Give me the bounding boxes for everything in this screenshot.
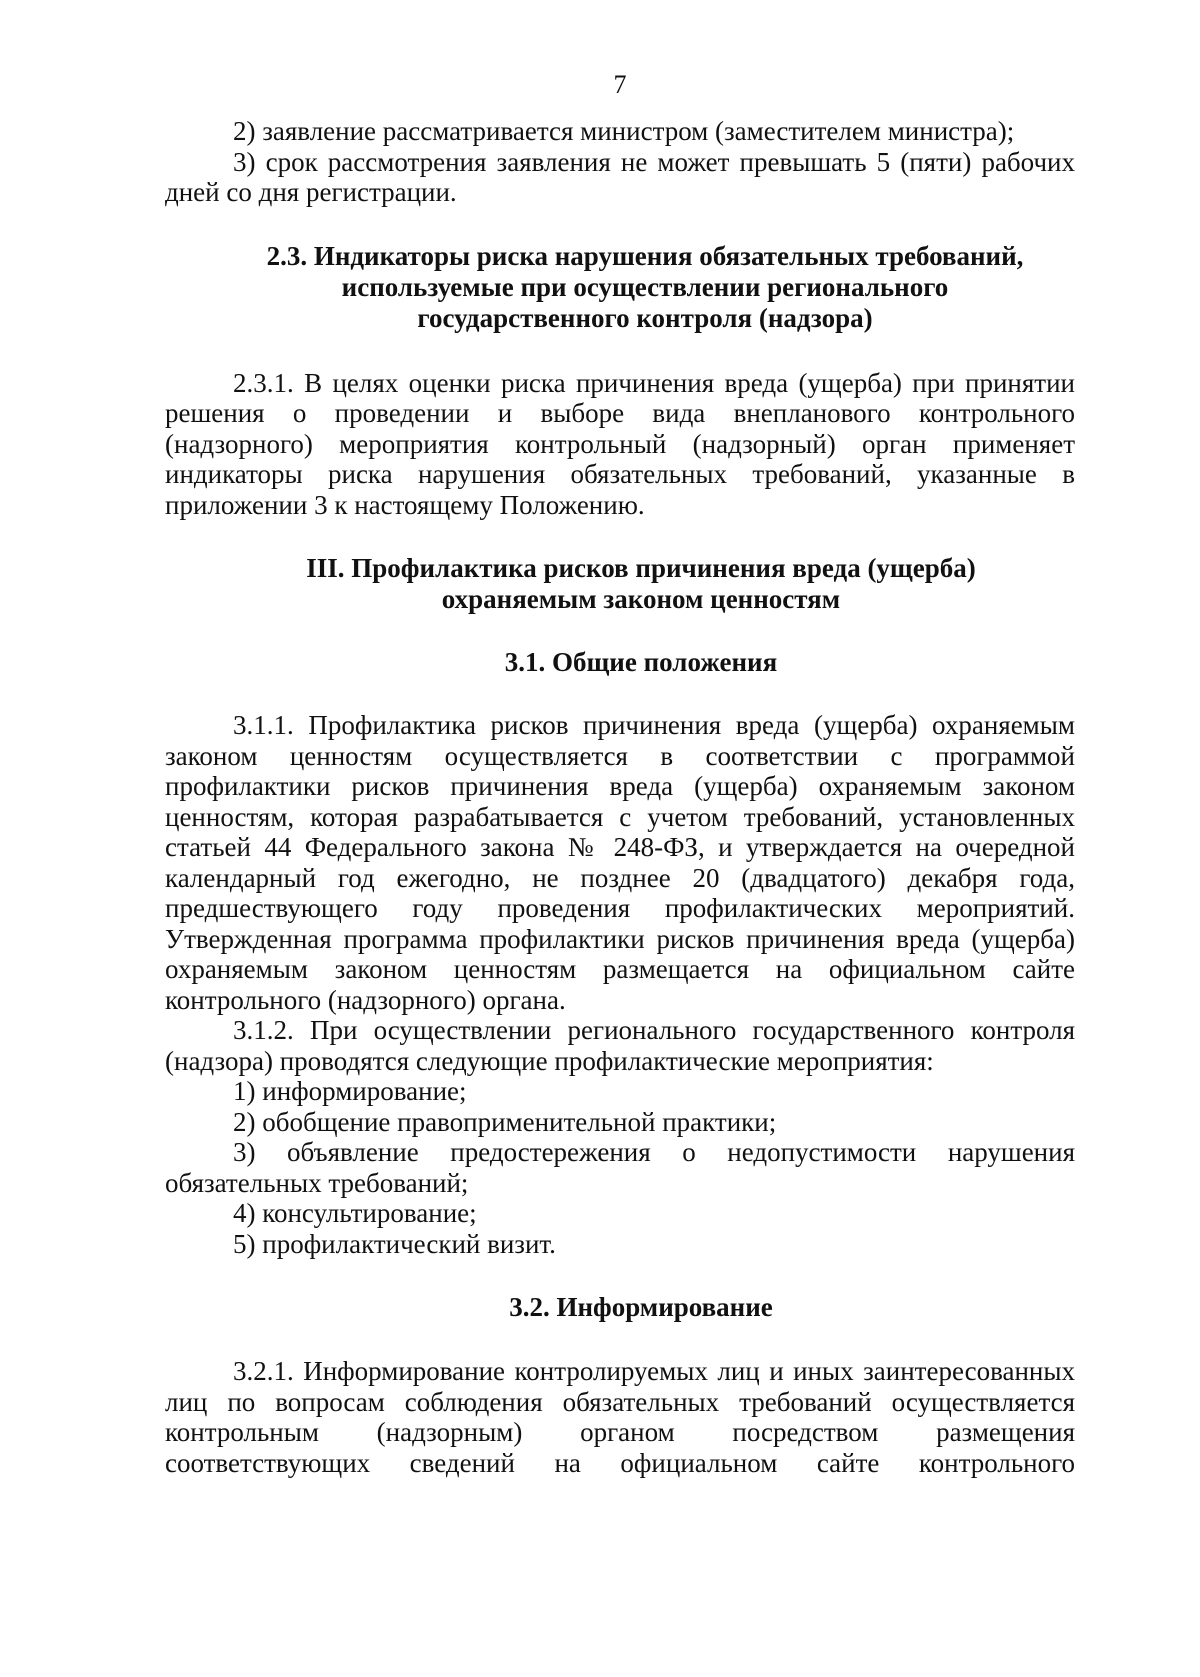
list-item: 3) объявление предостережения о недопустимости нарушения обязательных требований;: [165, 1137, 1075, 1198]
section-3-2-heading: 3.2. Информирование: [509, 1292, 773, 1322]
list-item-2: 2) заявление рассматривается министром (заместителем министра);: [233, 116, 1015, 146]
list-item: 5) профилактический визит.: [233, 1228, 556, 1259]
document-body: [165, 116, 1075, 1478]
paragraph-3-1-1: 3.1.1. Профилактика рисков причинения вреда (ущерба) охраняемым законом ценностям осуществляется в соответствии с программой профилактики рисков причинения вреда (ущерба) охраняемым законом ценностям, которая разрабатывается с учетом требований, установленных статьей 44 Федерального закона № 248-ФЗ, и утверждается на очередной календарный год ежегодно, не позднее 20 (двадцатого) декабря года, предшествующего году проведения профилактических мероприятий. Утвержденная программа профилактики рисков причинения вреда (ущерба) охраняемым законом ценностям размещается на официальном сайте контрольного (надзорного) органа.: [165, 710, 1075, 1015]
section-3-1-heading: 3.1. Общие положения: [504, 647, 778, 677]
paragraph-3-2-1: 3.2.1. Информирование контролируемых лиц и иных заинтересованных лиц по вопросам соблюдения обязательных требований осуществляется контрольным (надзорным) органом посредством размещения соответствующих сведений на официальном сайте контрольного: [165, 1356, 1075, 1478]
heading-line: III. Профилактика рисков причинения вреда (ущерба): [306, 553, 976, 583]
heading-line: 2.3. Индикаторы риска нарушения обязательных требований,: [266, 240, 1024, 271]
heading-line: используемые при осуществлении регионального: [341, 271, 949, 302]
paragraph-2-3-1: 2.3.1. В целях оценки риска причинения вреда (ущерба) при принятии решения о проведении и выборе вида внепланового контрольного (надзорного) мероприятия контрольный (надзорный) орган применяет индикаторы риска нарушения обязательных требований, указанные в приложении 3 к настоящему Положению.: [165, 367, 1075, 520]
list-item: 2) обобщение правоприменительной практики;: [233, 1106, 777, 1137]
section-3-heading: [165, 553, 1075, 615]
list-item: 1) информирование;: [233, 1076, 467, 1106]
list-item-3: 3) срок рассмотрения заявления не может превышать 5 (пяти) рабочих дней со дня регистрации.: [165, 146, 1075, 207]
heading-line: охраняемым законом ценностям: [441, 584, 841, 614]
page-number: 7: [613, 70, 627, 99]
paragraph-3-1-2: 3.1.2. При осуществлении регионального государственного контроля (надзора) проводятся следующие профилактические мероприятия:: [165, 1015, 1075, 1076]
list-item: 4) консультирование;: [233, 1198, 477, 1228]
section-2-3-heading: [165, 241, 1075, 334]
heading-line: государственного контроля (надзора): [417, 302, 873, 333]
